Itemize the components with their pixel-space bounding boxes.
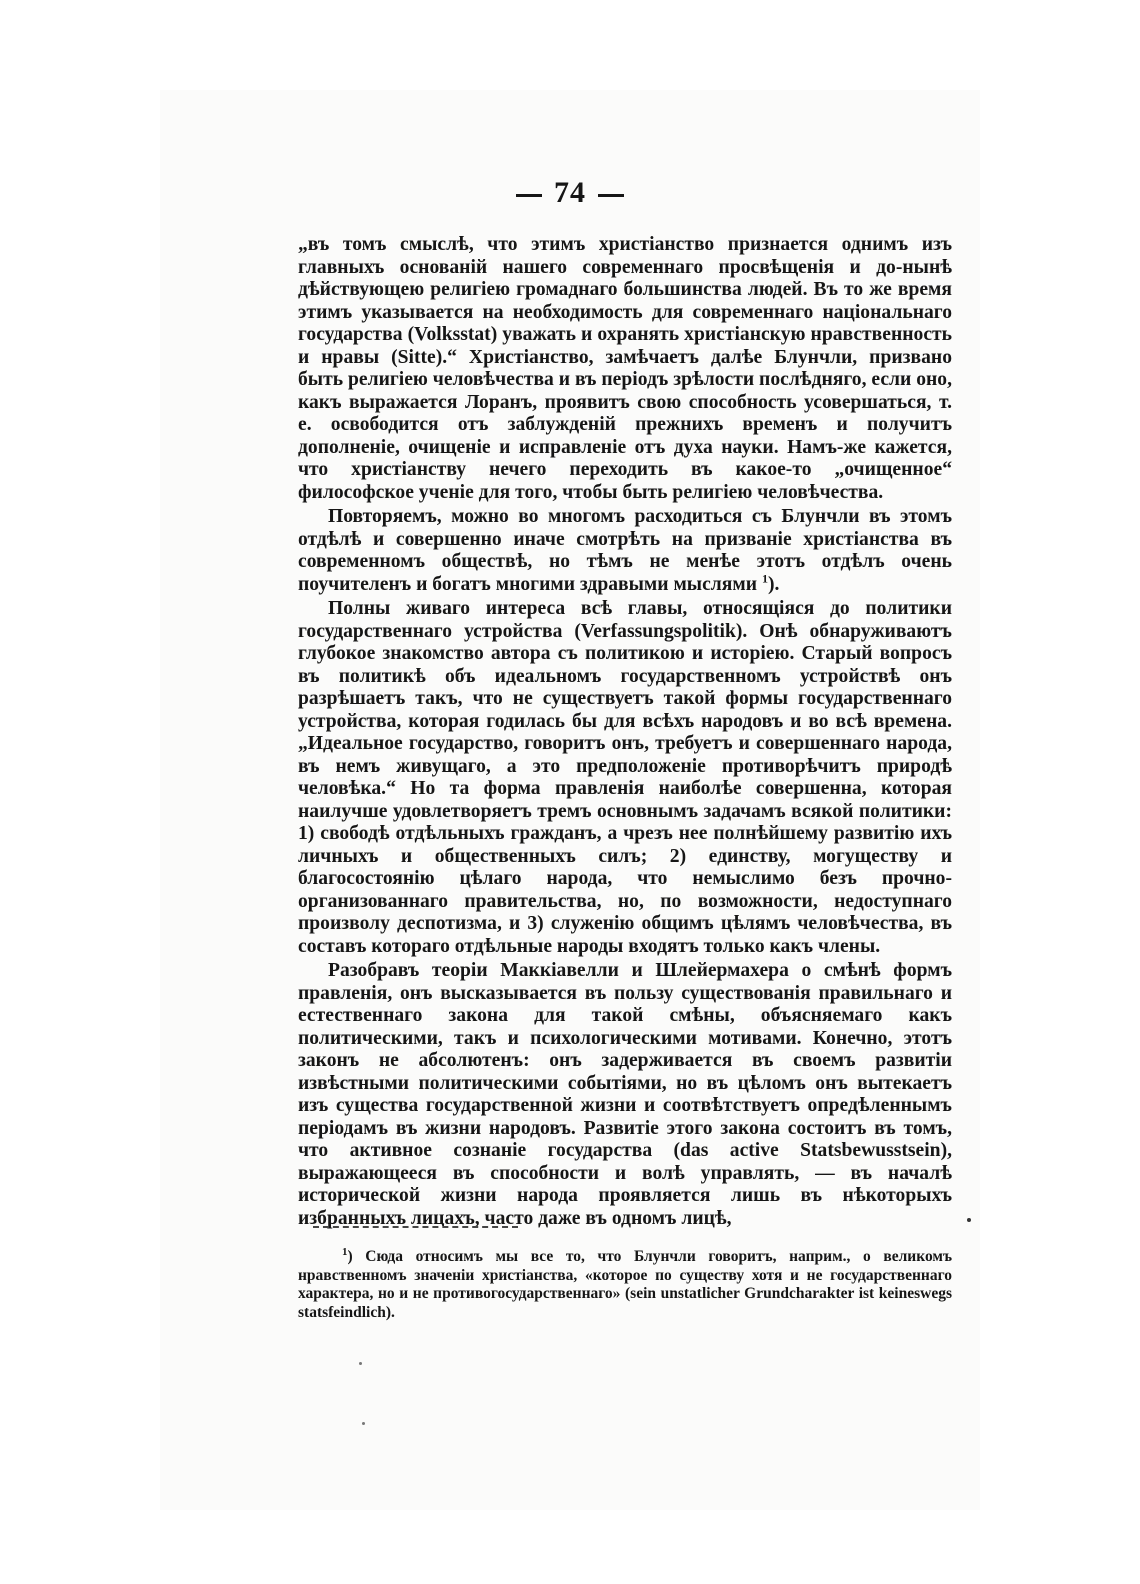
footnote [298, 1245, 953, 1322]
body-text [298, 234, 952, 1230]
footnote-reference: 1 [761, 570, 768, 585]
paragraph-2 [298, 506, 952, 596]
paragraph-1: „въ томъ смыслѣ, что этимъ христіанство признается однимъ изъ главныхъ основаній нашего современнаго просвѣщенія и до-нынѣ дѣйствующею религіею громаднаго большинства людей. Въ то же время этимъ указывается на необходимость для современнаго національнаго государства (Volksstat) уважать и охранять христіанскую нравственность и нравы (Sitte).“ Христіанство, замѣчаетъ далѣе Блунчли, призвано быть религіею человѣчества и въ періодъ зрѣлости послѣдняго, если оно, какъ выражается Лоранъ, проявитъ свою способность усовершаться, т. е. освободится отъ заблужденій прежнихъ временъ и получитъ дополненіе, очищеніе и исправленіе отъ духа науки. Намъ-же кажется, что христіанству нечего переходить въ какое-то „очищенное“ философское ученіе для того, чтобы быть религіею человѣчества. [298, 234, 952, 503]
page-number-dash-right [598, 194, 624, 197]
paragraph-3: Полны живаго интереса всѣ главы, относящіяся до политики государственнаго устройства (Verfassungspolitik). Онѣ обнаруживаютъ глубокое знакомство автора съ политикою и исторіею. Старый вопросъ въ политикѣ объ идеальномъ государственномъ устройствѣ онъ разрѣшаетъ такъ, что не существуетъ такой формы государственнаго устройства, которая годилась бы для всѣхъ народовъ и во всѣ времена. „Идеальное государство, говоритъ онъ, требуетъ и совершеннаго народа, въ немъ живущаго, а это предположеніе противорѣчитъ природѣ человѣка.“ Но та форма правленія наиболѣе совершенна, которая наилучше удовлетворяетъ тремъ основнымъ задачамъ всякой политики: 1) свободѣ отдѣльныхъ гражданъ, а чрезъ нее полнѣйшему развитію ихъ личныхъ и общественныхъ силъ; 2) единству, могуществу и благосостоянію цѣлаго народа, что немыслимо безъ прочно-организованнаго правительства, но, по возможности, недоступнаго произволу деспотизма, и 3) служенію общимъ цѣлямъ человѣчества, въ составъ котораго отдѣльные народы входятъ только какъ члены. [298, 598, 952, 957]
paragraph-2-end: ). [767, 573, 780, 595]
ink-speck [967, 1218, 971, 1222]
footnote-divider [313, 1226, 518, 1228]
footnote-number: 1 [342, 1245, 348, 1258]
footnote-text: Сюда относимъ мы все то, что Блунчли говоритъ, наприм., о великомъ нравственномъ значеніи христіанства, «которое по существу хотя и не государственнаго характера, но и не противогосударственнаго» (sein unstatlicher Grundcharakter ist keineswegs statsfeindlich). [298, 1248, 953, 1321]
page-number-value: 74 [554, 176, 586, 209]
paragraph-4: Разобравъ теоріи Маккіавелли и Шлейермахера о смѣнѣ формъ правленія, онъ высказывается въ пользу существованія правильнаго и естественнаго закона для такой смѣны, объясняемаго какъ политическими, такъ и психологическими мотивами. Конечно, этотъ законъ не абсолютенъ: онъ задерживается въ своемъ развитіи извѣстными политическими событіями, но въ цѣломъ онъ вытекаетъ изъ существа государственной жизни и соотвѣтствуетъ опредѣленнымъ періодамъ въ жизни народовъ. Развитіе этого закона состоитъ въ томъ, что активное сознаніе государства (das active Statsbewusstsein), выражающееся въ способности и волѣ управлять, — въ началѣ исторической жизни народа проявляется лишь въ нѣкоторыхъ избранныхъ лицахъ, часто даже въ одномъ лицѣ, [298, 960, 952, 1229]
page-number [0, 176, 1140, 210]
footnote-number-close: ) [347, 1248, 353, 1265]
ink-speck [359, 1362, 362, 1365]
ink-speck [362, 1422, 365, 1425]
paragraph-2-text: Повторяемъ, можно во многомъ расходиться съ Блунчли въ этомъ отдѣлѣ и совершенно иначе смотрѣть на призваніе христіанства въ современномъ обществѣ, но тѣмъ не менѣе этотъ отдѣлъ очень поучителенъ и богатъ многими здравыми мыслями [298, 506, 952, 595]
page-number-dash-left [516, 194, 542, 197]
